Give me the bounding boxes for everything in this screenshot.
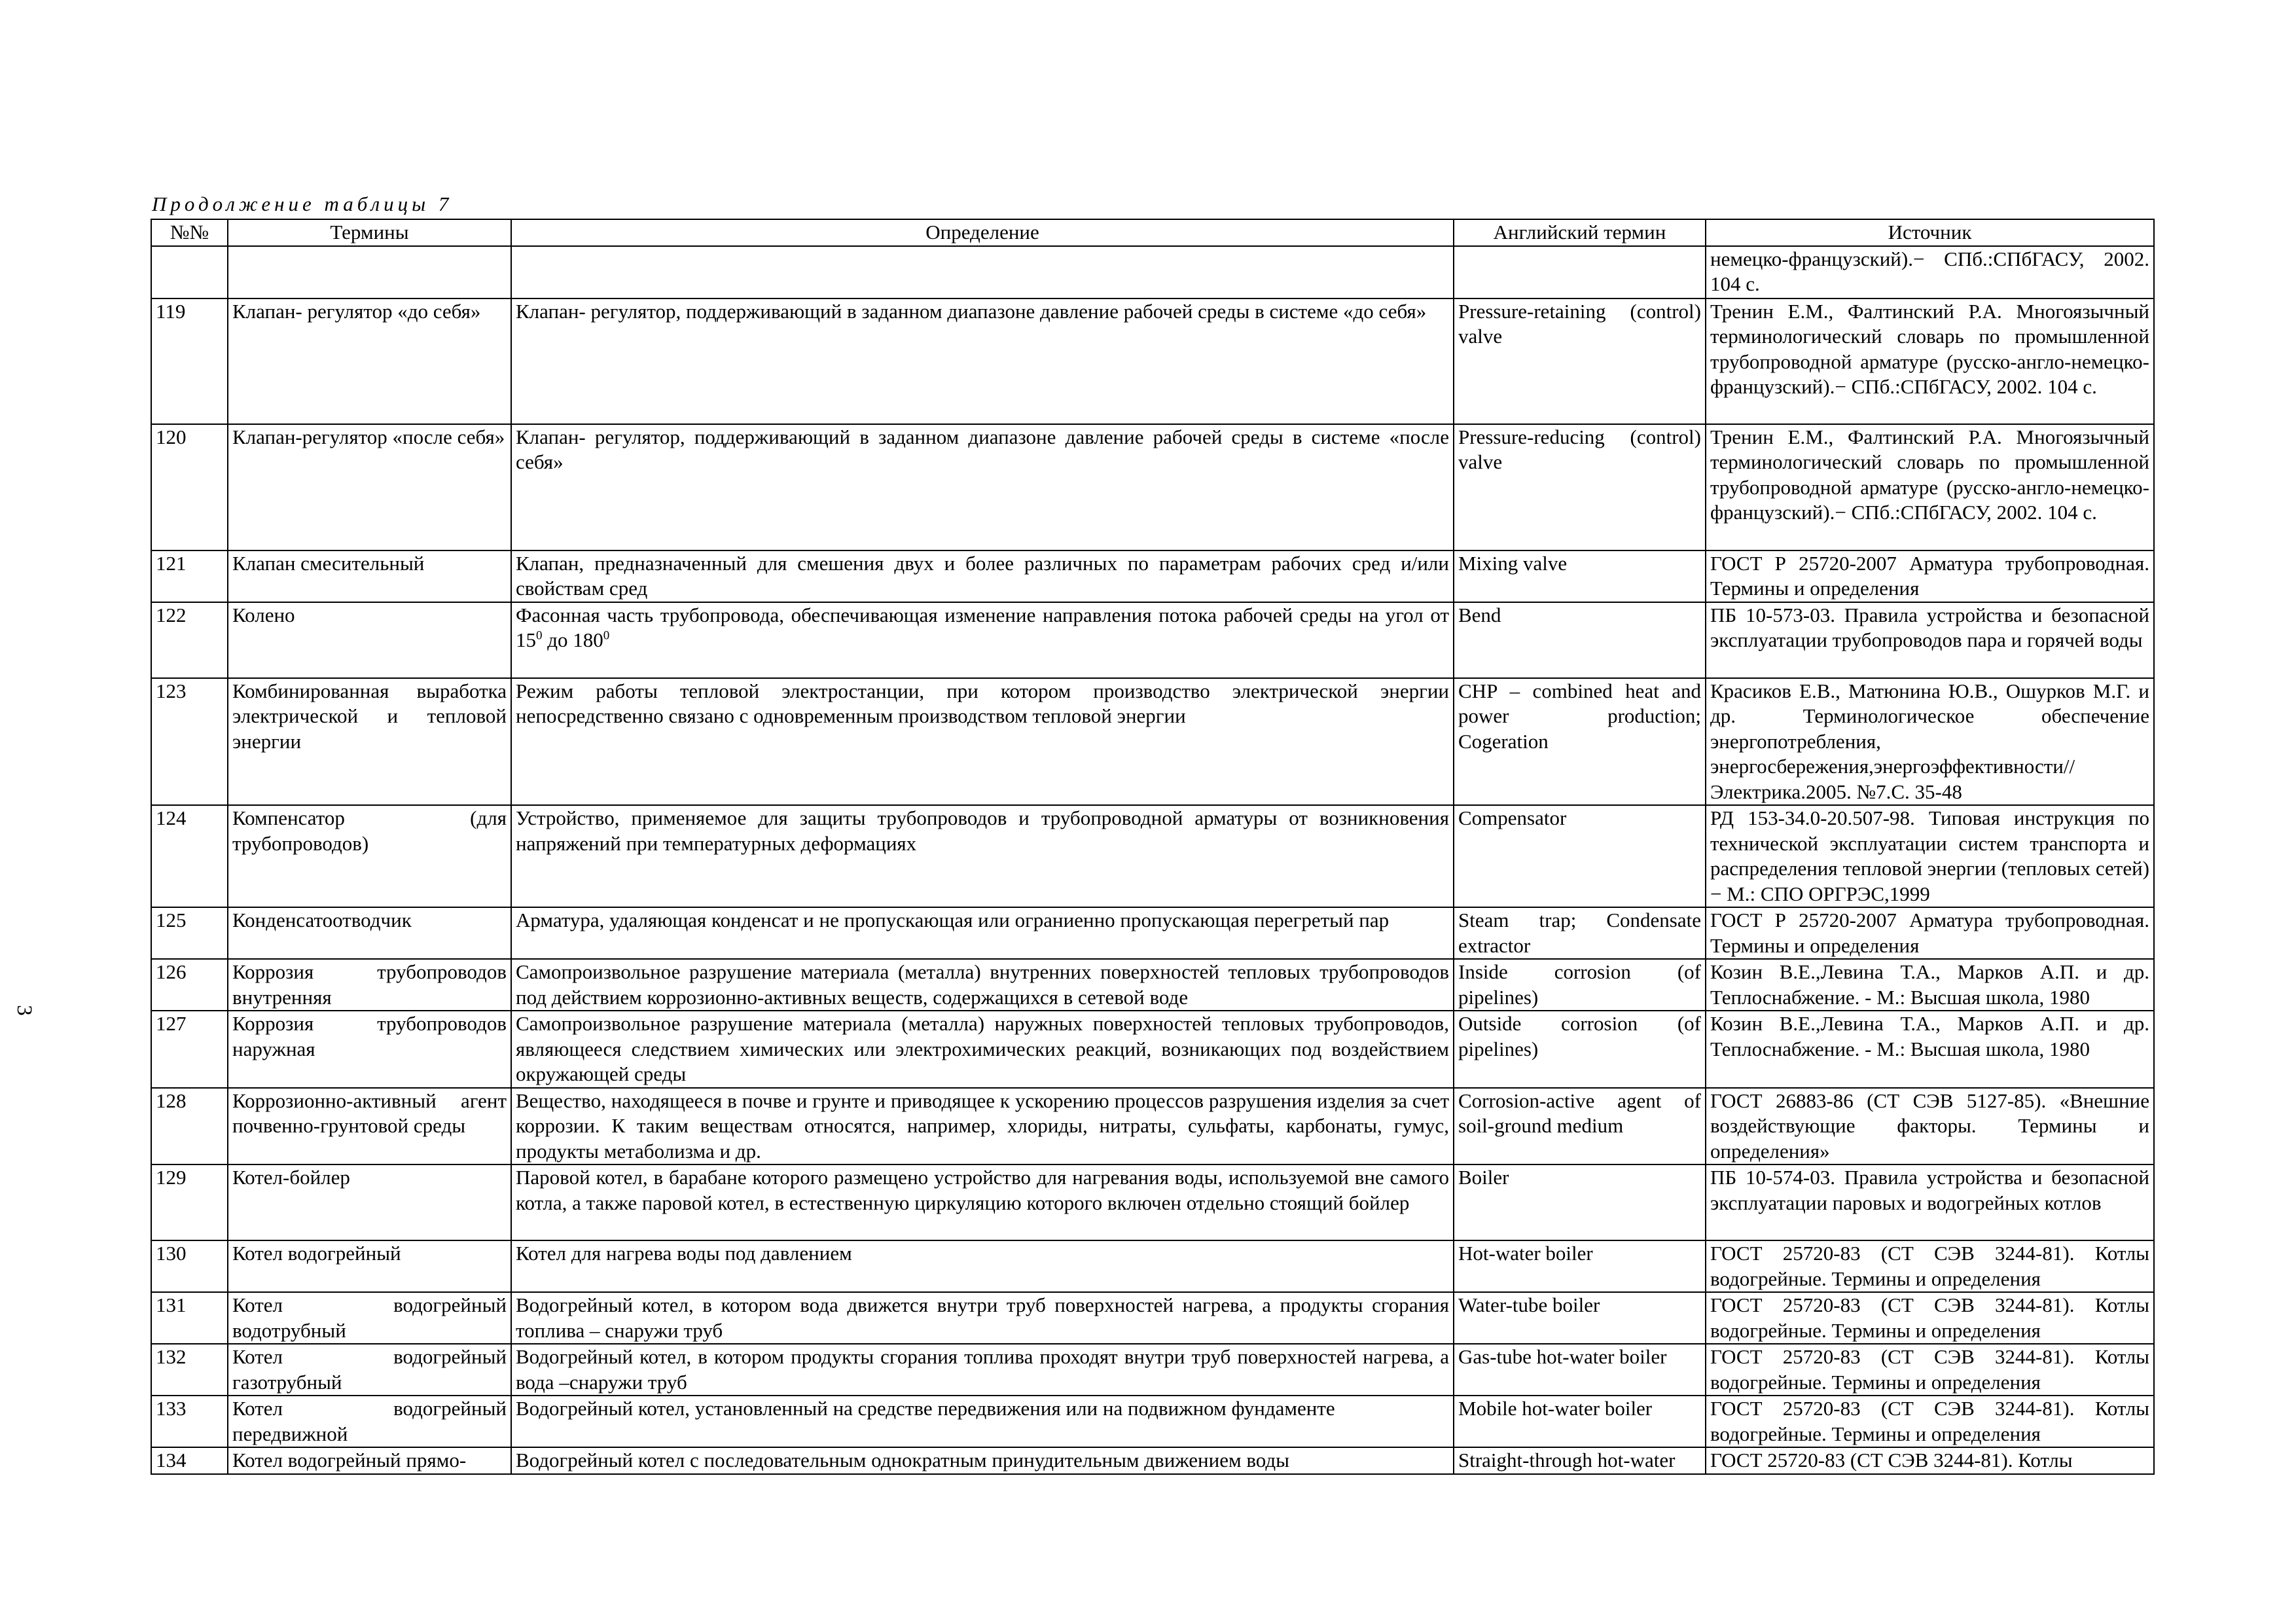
table-header-row bbox=[151, 219, 2154, 246]
cell-number: 119 bbox=[151, 298, 228, 424]
cell-number: 132 bbox=[151, 1344, 228, 1396]
header-number: №№ bbox=[151, 219, 228, 246]
table-row bbox=[151, 1344, 2154, 1396]
cell-source: ГОСТ 25720-83 (СТ СЭВ 3244-81). Котлы водогрейные. Термины и определения bbox=[1706, 1240, 2154, 1292]
degree-superscript: 0 bbox=[536, 628, 543, 643]
table-row bbox=[151, 1396, 2154, 1447]
cell-term: Котел водогрейный bbox=[228, 1240, 511, 1292]
cell-english-term: Mixing valve bbox=[1454, 550, 1706, 602]
header-source: Источник bbox=[1706, 219, 2154, 246]
cell-definition: Котел для нагрева воды под давлением bbox=[511, 1240, 1454, 1292]
cell-english-term: CHP – combined heat and power production; Cogeration bbox=[1454, 678, 1706, 806]
definition-text: Фасонная часть трубопровода, обеспечивающая изменение направления потока рабочей среды на угол от 15 bbox=[516, 603, 1449, 651]
cell-term: Колено bbox=[228, 602, 511, 678]
cell-english-term: Inside corrosion (of pipelines) bbox=[1454, 959, 1706, 1011]
table-row bbox=[151, 1011, 2154, 1088]
cell-english-term: Hot-water boiler bbox=[1454, 1240, 1706, 1292]
cell-source: Козин В.Е.,Левина Т.А., Марков А.П. и др. Теплоснабжение. - М.: Высшая школа, 1980 bbox=[1706, 1011, 2154, 1088]
cell-number: 130 bbox=[151, 1240, 228, 1292]
table-row bbox=[151, 424, 2154, 550]
table-row bbox=[151, 246, 2154, 298]
cell-english-term: Pressure-reducing (control) valve bbox=[1454, 424, 1706, 550]
cell-definition: Клапан- регулятор, поддерживающий в заданном диапазоне давление рабочей среды в системе «после себя» bbox=[511, 424, 1454, 550]
cell-source: РД 153-34.0-20.507-98. Типовая инструкция по технической эксплуатации систем транспорта и распределения тепловой энергии (тепловых сетей) − М.: СПО ОРГРЭС,1999 bbox=[1706, 805, 2154, 907]
cell-term: Котел водогрейный передвижной bbox=[228, 1396, 511, 1447]
cell-term: Комбинированная выработка электрической и тепловой энергии bbox=[228, 678, 511, 806]
cell-number: 131 bbox=[151, 1292, 228, 1344]
cell-definition: Клапан, предназначенный для смешения двух и более различных по параметрам рабочих сред и/или свойствам сред bbox=[511, 550, 1454, 602]
table-caption: Продолжение таблицы 7 bbox=[152, 192, 453, 215]
cell-english-term: Bend bbox=[1454, 602, 1706, 678]
cell-term: Котел водогрейный водотрубный bbox=[228, 1292, 511, 1344]
cell-english-term: Corrosion-active agent of soil-ground medium bbox=[1454, 1088, 1706, 1165]
cell-source: ГОСТ Р 25720-2007 Арматура трубопроводная. Термины и определения bbox=[1706, 550, 2154, 602]
cell-number: 120 bbox=[151, 424, 228, 550]
page-number: 3 bbox=[12, 1005, 36, 1016]
cell-source: немецко-французский).− СПб.:СПбГАСУ, 2002. 104 с. bbox=[1706, 246, 2154, 298]
cell-term bbox=[228, 246, 511, 298]
header-definition: Определение bbox=[511, 219, 1454, 246]
table-row bbox=[151, 959, 2154, 1011]
cell-number: 134 bbox=[151, 1447, 228, 1474]
cell-number: 127 bbox=[151, 1011, 228, 1088]
cell-definition: Водогрейный котел, в котором продукты сгорания топлива проходят внутри труб поверхностей нагрева, а вода –снаружи труб bbox=[511, 1344, 1454, 1396]
cell-number: 121 bbox=[151, 550, 228, 602]
cell-number: 122 bbox=[151, 602, 228, 678]
cell-definition: Режим работы тепловой электростанции, при котором производство электрической энергии непосредственно связано с одновременным производством тепловой энергии bbox=[511, 678, 1454, 806]
cell-number: 128 bbox=[151, 1088, 228, 1165]
cell-term: Клапан смесительный bbox=[228, 550, 511, 602]
cell-english-term: Mobile hot-water boiler bbox=[1454, 1396, 1706, 1447]
cell-english-term: Steam trap; Condensate extractor bbox=[1454, 907, 1706, 959]
terms-table bbox=[151, 219, 2155, 1475]
table-row bbox=[151, 550, 2154, 602]
cell-definition: Клапан- регулятор, поддерживающий в заданном диапазоне давление рабочей среды в системе «до себя» bbox=[511, 298, 1454, 424]
degree-superscript: 0 bbox=[603, 628, 610, 643]
cell-source: ПБ 10-573-03. Правила устройства и безопасной эксплуатации трубопроводов пара и горячей воды bbox=[1706, 602, 2154, 678]
table-row bbox=[151, 1088, 2154, 1165]
cell-english-term: Pressure-retaining (control) valve bbox=[1454, 298, 1706, 424]
cell-definition: Водогрейный котел, в котором вода движется внутри труб поверхностей нагрева, а продукты сгорания топлива – снаружи труб bbox=[511, 1292, 1454, 1344]
cell-english-term: Straight-through hot-water bbox=[1454, 1447, 1706, 1474]
cell-english-term bbox=[1454, 246, 1706, 298]
table-row bbox=[151, 1447, 2154, 1474]
header-english-term: Английский термин bbox=[1454, 219, 1706, 246]
cell-definition: Водогрейный котел, установленный на средстве передвижения или на подвижном фундаменте bbox=[511, 1396, 1454, 1447]
cell-english-term: Boiler bbox=[1454, 1164, 1706, 1240]
cell-number: 129 bbox=[151, 1164, 228, 1240]
cell-number bbox=[151, 246, 228, 298]
table-row bbox=[151, 602, 2154, 678]
table-row bbox=[151, 1292, 2154, 1344]
cell-definition: Самопроизвольное разрушение материала (металла) наружных поверхностей тепловых трубопроводов, являющееся следствием химических или электрохимических реакций, возникающих под воздействием окружающей среды bbox=[511, 1011, 1454, 1088]
cell-definition: Паровой котел, в барабане которого размещено устройство для нагревания воды, используемой вне самого котла, а также паровой котел, в естественную циркуляцию которого включен отдельно стоящий бойлер bbox=[511, 1164, 1454, 1240]
definition-text: до 180 bbox=[542, 628, 603, 651]
cell-term: Коррозия трубопроводов наружная bbox=[228, 1011, 511, 1088]
table-row bbox=[151, 907, 2154, 959]
cell-source: ГОСТ 25720-83 (СТ СЭВ 3244-81). Котлы водогрейные. Термины и определения bbox=[1706, 1396, 2154, 1447]
cell-definition: Самопроизвольное разрушение материала (металла) внутренних поверхностей тепловых трубопроводов под действием коррозионно-активных веществ, содержащихся в сетевой воде bbox=[511, 959, 1454, 1011]
cell-definition bbox=[511, 246, 1454, 298]
cell-source: Тренин Е.М., Фалтинский Р.А. Многоязычный терминологический словарь по промышленной трубопроводной арматуре (русско-англо-немецко-французский).− СПб.:СПбГАСУ, 2002. 104 с. bbox=[1706, 424, 2154, 550]
cell-term: Котел водогрейный газотрубный bbox=[228, 1344, 511, 1396]
table-row bbox=[151, 298, 2154, 424]
cell-term: Клапан-регулятор «после себя» bbox=[228, 424, 511, 550]
header-terms: Термины bbox=[228, 219, 511, 246]
cell-definition: Вещество, находящееся в почве и грунте и приводящее к ускорению процессов разрушения изделия за счет коррозии. К таким веществам относятся, например, хлориды, нитраты, сульфаты, карбонаты, гумус, продукты метаболизма и др. bbox=[511, 1088, 1454, 1165]
cell-number: 126 bbox=[151, 959, 228, 1011]
cell-source: ГОСТ 25720-83 (СТ СЭВ 3244-81). Котлы водогрейные. Термины и определения bbox=[1706, 1344, 2154, 1396]
cell-term: Клапан- регулятор «до себя» bbox=[228, 298, 511, 424]
cell-source: ГОСТ 26883-86 (СТ СЭВ 5127-85). «Внешние воздействующие факторы. Термины и определения» bbox=[1706, 1088, 2154, 1165]
cell-term: Коррозионно-активный агент почвенно-грунтовой среды bbox=[228, 1088, 511, 1165]
cell-number: 123 bbox=[151, 678, 228, 806]
cell-term: Коррозия трубопроводов внутренняя bbox=[228, 959, 511, 1011]
cell-number: 124 bbox=[151, 805, 228, 907]
cell-english-term: Water-tube boiler bbox=[1454, 1292, 1706, 1344]
table-row bbox=[151, 1240, 2154, 1292]
cell-source: Козин В.Е.,Левина Т.А., Марков А.П. и др. Теплоснабжение. - М.: Высшая школа, 1980 bbox=[1706, 959, 2154, 1011]
cell-definition bbox=[511, 602, 1454, 678]
table-row bbox=[151, 805, 2154, 907]
cell-term: Компенсатор (для трубопроводов) bbox=[228, 805, 511, 907]
cell-number: 133 bbox=[151, 1396, 228, 1447]
cell-term: Котел-бойлер bbox=[228, 1164, 511, 1240]
cell-english-term: Compensator bbox=[1454, 805, 1706, 907]
cell-english-term: Outside corrosion (of pipelines) bbox=[1454, 1011, 1706, 1088]
cell-definition: Водогрейный котел с последовательным однократным принудительным движением воды bbox=[511, 1447, 1454, 1474]
cell-term: Конденсатоотводчик bbox=[228, 907, 511, 959]
cell-term: Котел водогрейный прямо- bbox=[228, 1447, 511, 1474]
cell-definition: Устройство, применяемое для защиты трубопроводов и трубопроводной арматуры от возникновения напряжений при температурных деформациях bbox=[511, 805, 1454, 907]
cell-source: Красиков Е.В., Матюнина Ю.В., Ошурков М.Г. и др. Терминологическое обеспечение энергопотребления, энергосбережения,энергоэффективности// Электрика.2005. №7.С. 35-48 bbox=[1706, 678, 2154, 806]
cell-english-term: Gas-tube hot-water boiler bbox=[1454, 1344, 1706, 1396]
cell-source: Тренин Е.М., Фалтинский Р.А. Многоязычный терминологический словарь по промышленной трубопроводной арматуре (русско-англо-немецко-французский).− СПб.:СПбГАСУ, 2002. 104 с. bbox=[1706, 298, 2154, 424]
cell-number: 125 bbox=[151, 907, 228, 959]
cell-source: ГОСТ 25720-83 (СТ СЭВ 3244-81). Котлы bbox=[1706, 1447, 2154, 1474]
table-row bbox=[151, 678, 2154, 806]
cell-source: ГОСТ 25720-83 (СТ СЭВ 3244-81). Котлы водогрейные. Термины и определения bbox=[1706, 1292, 2154, 1344]
cell-source: ПБ 10-574-03. Правила устройства и безопасной эксплуатации паровых и водогрейных котлов bbox=[1706, 1164, 2154, 1240]
table-row bbox=[151, 1164, 2154, 1240]
cell-source: ГОСТ Р 25720-2007 Арматура трубопроводная. Термины и определения bbox=[1706, 907, 2154, 959]
cell-definition: Арматура, удаляющая конденсат и не пропускающая или ограниенно пропускающая перегретый пар bbox=[511, 907, 1454, 959]
